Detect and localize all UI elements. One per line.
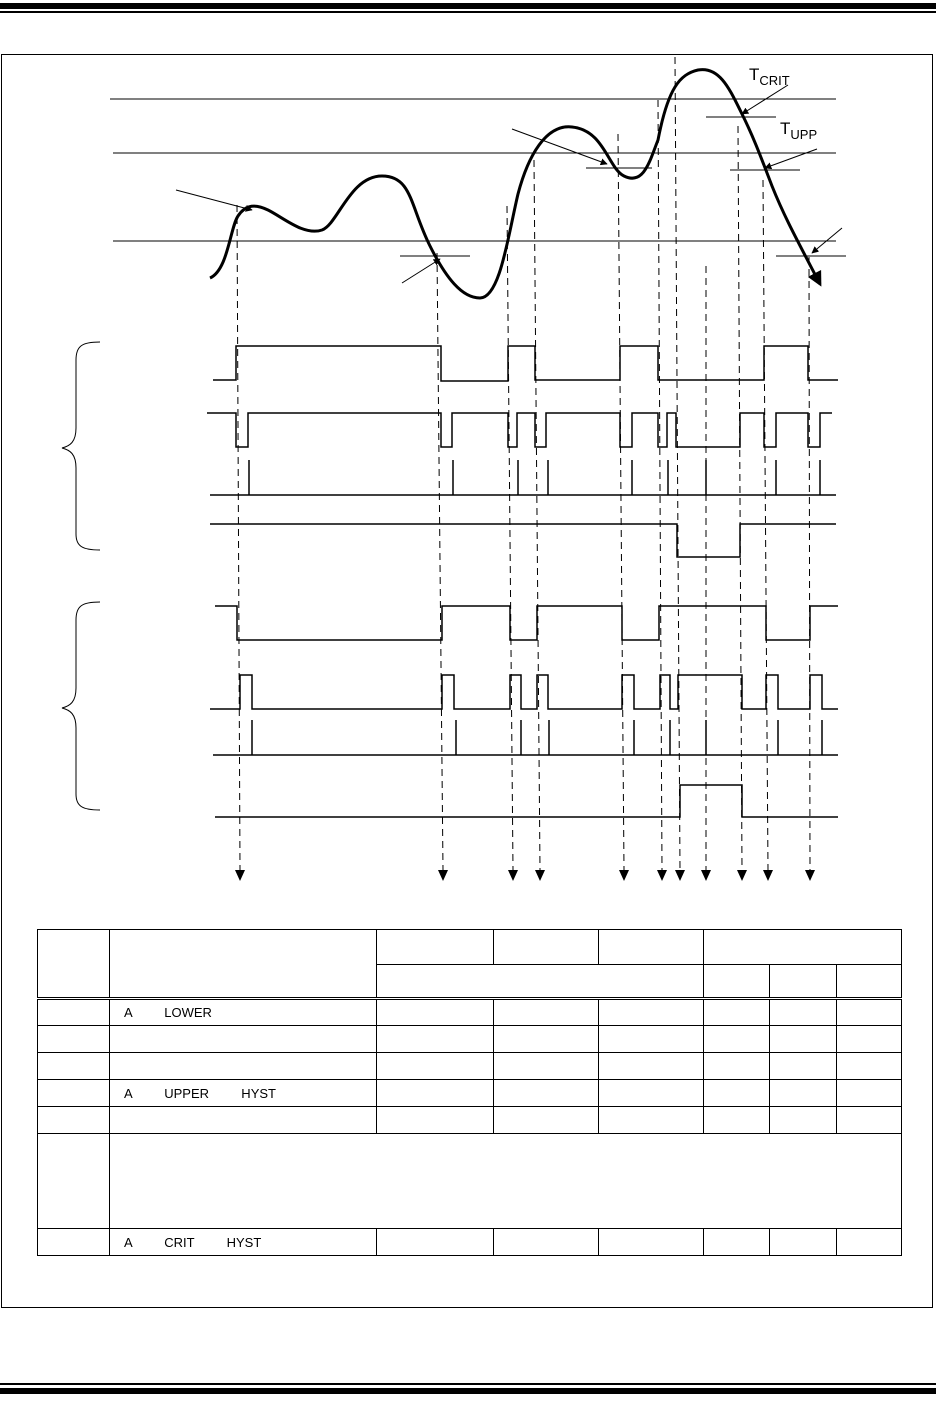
event-arrowhead (737, 870, 747, 881)
t-crit-label: $T_{CRIT}$ (749, 65, 790, 88)
event-arrowhead (657, 870, 667, 881)
row-description: A LOWER (110, 999, 377, 1026)
row-description (110, 1107, 377, 1134)
waveform-3-pulses (249, 460, 820, 495)
event-arrowhead (438, 870, 448, 881)
row-description: A UPPER HYST (110, 1080, 377, 1107)
temperature-curve (210, 70, 820, 298)
waveform-2 (207, 413, 832, 447)
header-cell (837, 965, 902, 999)
table-row (38, 1229, 902, 1256)
table-row (38, 999, 902, 1026)
event-arrowhead (619, 870, 629, 881)
event-arrowhead (701, 870, 711, 881)
waveform-6 (210, 675, 838, 709)
header-cell (704, 965, 770, 999)
header-cell (770, 965, 837, 999)
waveform-7-pulses (252, 720, 822, 755)
waveform-1 (213, 346, 838, 381)
footer-rule-thick (0, 1388, 936, 1394)
upper-group-brace (62, 342, 100, 550)
lower-group-brace (62, 602, 100, 810)
table-header-row (38, 930, 902, 965)
table-row (38, 1026, 902, 1053)
footer-rule-thin (0, 1383, 936, 1385)
event-arrowhead (763, 870, 773, 881)
table-row (38, 1134, 902, 1229)
row-description (110, 1134, 902, 1229)
waveform-4 (210, 524, 836, 557)
event-arrowhead (508, 870, 518, 881)
table-row (38, 1053, 902, 1080)
table-row (38, 1107, 902, 1134)
waveform-5 (215, 606, 838, 640)
pointer-arrow (176, 190, 252, 210)
pointer-arrow (765, 149, 817, 168)
threshold-lines (110, 99, 836, 241)
header-cell (599, 930, 704, 965)
header-cell (377, 930, 494, 965)
event-arrowhead (805, 870, 815, 881)
row-description: A CRIT HYST (110, 1229, 377, 1256)
table-row (38, 1080, 902, 1107)
event-arrowhead (235, 870, 245, 881)
header-cell (377, 965, 704, 999)
lower-group-waveforms (210, 606, 838, 817)
event-table (37, 929, 902, 1256)
waveform-8 (215, 785, 838, 817)
row-description (110, 1053, 377, 1080)
upper-group-waveforms (207, 346, 838, 557)
header-cell (110, 930, 377, 999)
header-cell (704, 930, 902, 965)
header-cell (494, 930, 599, 965)
row-description (110, 1026, 377, 1053)
header-cell (38, 930, 110, 999)
event-arrowheads (235, 870, 815, 881)
t-upp-label: $T_{UPP}$ (780, 119, 818, 142)
event-arrowhead (535, 870, 545, 881)
pointer-arrow (402, 259, 440, 283)
event-arrowhead (675, 870, 685, 881)
